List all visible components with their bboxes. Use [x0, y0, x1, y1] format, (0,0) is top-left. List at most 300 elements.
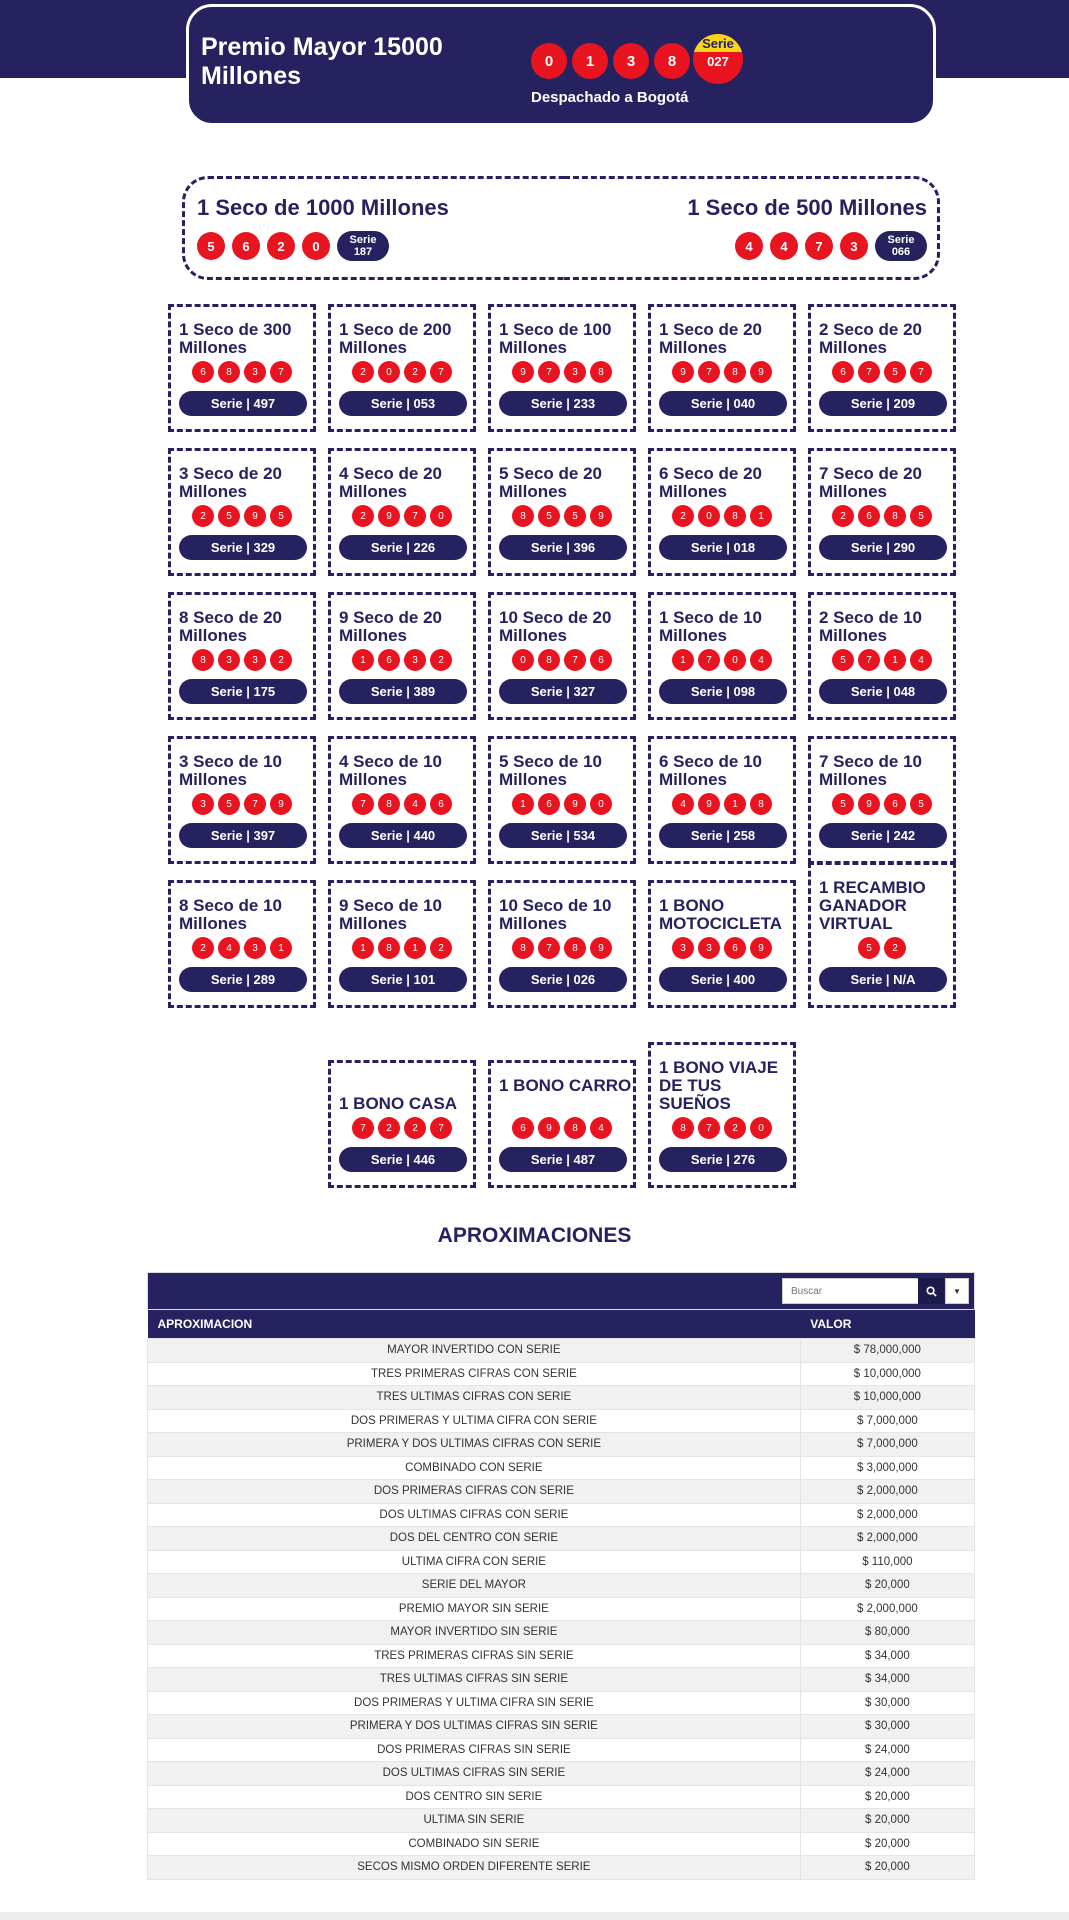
seco-card-numbers: [331, 505, 473, 527]
seco-card-numbers: [491, 361, 633, 383]
serie-pill: Serie | 101: [339, 967, 467, 992]
seco-card: [168, 448, 316, 576]
serie-pill: Serie | 440: [339, 823, 467, 848]
cell-aproximacion: PREMIO MAYOR SIN SERIE: [148, 1597, 801, 1621]
seco-card-numbers: [651, 649, 793, 671]
number-ball: 1: [724, 793, 746, 815]
number-ball: 8: [564, 1117, 586, 1139]
number-ball: 7: [404, 505, 426, 527]
number-ball: 5: [884, 361, 906, 383]
serie-pill: Serie | 209: [819, 391, 947, 416]
cell-aproximacion: PRIMERA Y DOS ULTIMAS CIFRAS CON SERIE: [148, 1433, 801, 1457]
number-ball: 7: [805, 232, 833, 260]
seco-card-title: 1 Seco de 100 Millones: [499, 320, 612, 357]
number-ball: 1: [572, 43, 608, 79]
cell-aproximacion: TRES PRIMERAS CIFRAS SIN SERIE: [148, 1644, 801, 1668]
seco-card-title: 7 Seco de 10 Millones: [819, 752, 923, 789]
number-ball: 6: [538, 793, 560, 815]
number-ball: 9: [750, 937, 772, 959]
table-row: [148, 1550, 975, 1574]
serie-pill: Serie | 534: [499, 823, 627, 848]
cell-valor: $ 20,000: [800, 1856, 974, 1880]
number-ball: 0: [698, 505, 720, 527]
number-ball: 3: [564, 361, 586, 383]
table-toolbar: [147, 1272, 975, 1310]
cell-valor: $ 110,000: [800, 1550, 974, 1574]
cell-valor: $ 80,000: [800, 1621, 974, 1645]
number-ball: 4: [910, 649, 932, 671]
number-ball: 6: [724, 937, 746, 959]
seco-card: [488, 736, 636, 864]
seco-card-title: 1 BONO VIAJE DE TUS SUEÑOS: [659, 1058, 779, 1113]
number-ball: 5: [910, 793, 932, 815]
serie-pill: Serie | 098: [659, 679, 787, 704]
number-ball: 5: [832, 793, 854, 815]
number-ball: 9: [672, 361, 694, 383]
number-ball: 0: [430, 505, 452, 527]
number-ball: 9: [590, 505, 612, 527]
number-ball: 0: [302, 232, 330, 260]
table-row: [148, 1574, 975, 1598]
number-ball: 7: [564, 649, 586, 671]
seco-card-title: 8 Seco de 20 Millones: [179, 608, 283, 645]
seco-card-numbers: [331, 361, 473, 383]
serie-pill: Serie | N/A: [819, 967, 947, 992]
number-ball: 2: [192, 505, 214, 527]
cell-valor: $ 10,000,000: [800, 1386, 974, 1410]
serie-pill: Serie | 487: [499, 1147, 627, 1172]
serie-pill: Serie | 018: [659, 535, 787, 560]
number-ball: 4: [590, 1117, 612, 1139]
seco-numbers: [197, 231, 389, 261]
number-ball: 1: [750, 505, 772, 527]
search-icon: [926, 1286, 937, 1297]
seco-card-numbers: [331, 937, 473, 959]
dropdown-button[interactable]: [945, 1278, 969, 1304]
serie-pill: Serie | 446: [339, 1147, 467, 1172]
seco-card: [808, 862, 956, 1008]
seco-card-numbers: [171, 505, 313, 527]
seco-card-numbers: [331, 793, 473, 815]
serie-label: Serie: [693, 34, 743, 52]
serie-pill: Serie | 233: [499, 391, 627, 416]
seco-card-title: 8 Seco de 10 Millones: [179, 896, 283, 933]
aproximaciones-title: APROXIMACIONES: [437, 1224, 632, 1247]
number-ball: 2: [884, 937, 906, 959]
cell-aproximacion: DOS CENTRO SIN SERIE: [148, 1785, 801, 1809]
cell-valor: $ 20,000: [800, 1809, 974, 1833]
serie-pill: Serie | 026: [499, 967, 627, 992]
seco-card-numbers: [651, 505, 793, 527]
number-ball: 8: [724, 361, 746, 383]
cell-valor: $ 2,000,000: [800, 1597, 974, 1621]
seco-card: [168, 736, 316, 864]
search-input[interactable]: [782, 1278, 920, 1304]
cell-aproximacion: DOS PRIMERAS Y ULTIMA CIFRA CON SERIE: [148, 1409, 801, 1433]
seco-card-numbers: [331, 649, 473, 671]
cell-aproximacion: DOS PRIMERAS Y ULTIMA CIFRA SIN SERIE: [148, 1691, 801, 1715]
seco-card-numbers: [491, 1117, 633, 1139]
number-ball: 8: [218, 361, 240, 383]
serie-pill: Serie | 048: [819, 679, 947, 704]
table-row: [148, 1785, 975, 1809]
number-ball: 7: [698, 361, 720, 383]
number-ball: 9: [564, 793, 586, 815]
number-ball: 8: [512, 505, 534, 527]
number-ball: 4: [770, 232, 798, 260]
number-ball: 8: [378, 937, 400, 959]
number-ball: 7: [910, 361, 932, 383]
seco-card: [488, 1060, 636, 1188]
seco-card-title: 1 Seco de 10 Millones: [659, 608, 763, 645]
cell-aproximacion: MAYOR INVERTIDO CON SERIE: [148, 1339, 801, 1363]
seco-card: [328, 1060, 476, 1188]
number-ball: 3: [244, 937, 266, 959]
cell-aproximacion: DOS ULTIMAS CIFRAS CON SERIE: [148, 1503, 801, 1527]
serie-pill: [875, 231, 927, 261]
seco-card-numbers: [651, 937, 793, 959]
seco-card-title: 1 BONO CASA: [339, 1094, 458, 1113]
number-ball: 8: [192, 649, 214, 671]
seco-card: [328, 736, 476, 864]
seco-card: [168, 592, 316, 720]
number-ball: 2: [832, 505, 854, 527]
number-ball: 4: [672, 793, 694, 815]
number-ball: 2: [270, 649, 292, 671]
number-ball: 5: [218, 505, 240, 527]
cell-valor: $ 3,000,000: [800, 1456, 974, 1480]
number-ball: 9: [244, 505, 266, 527]
serie-pill: [337, 231, 389, 261]
serie-number: 187: [353, 246, 373, 258]
cell-valor: $ 34,000: [800, 1668, 974, 1692]
cell-aproximacion: DOS ULTIMAS CIFRAS SIN SERIE: [148, 1762, 801, 1786]
number-ball: 7: [352, 1117, 374, 1139]
seco-card: [488, 592, 636, 720]
cell-valor: $ 7,000,000: [800, 1409, 974, 1433]
number-ball: 2: [430, 649, 452, 671]
table-row: [148, 1386, 975, 1410]
table-row: [148, 1691, 975, 1715]
number-ball: 4: [218, 937, 240, 959]
seco-card: [648, 448, 796, 576]
seco-card: [648, 592, 796, 720]
table-header-row: [148, 1310, 975, 1339]
seco-card: [488, 304, 636, 432]
premio-mayor-title: Premio Mayor 15000 Millones: [201, 33, 443, 90]
serie-pill: Serie | 289: [179, 967, 307, 992]
number-ball: 4: [404, 793, 426, 815]
seco-card-numbers: [811, 505, 953, 527]
number-ball: 9: [512, 361, 534, 383]
seco-card-title: 1 BONO CARRO: [499, 1076, 632, 1095]
seco-card-title: 2 Seco de 20 Millones: [819, 320, 923, 357]
serie-number: 027: [707, 54, 729, 69]
seco-card-title: 10 Seco de 20 Millones: [499, 608, 612, 645]
number-ball: 5: [218, 793, 240, 815]
table-row: [148, 1409, 975, 1433]
cell-valor: $ 20,000: [800, 1574, 974, 1598]
number-ball: 6: [832, 361, 854, 383]
table-row: [148, 1456, 975, 1480]
seco-title: 1 Seco de 1000 Millones: [197, 195, 449, 220]
number-ball: 7: [270, 361, 292, 383]
seco-card: [328, 592, 476, 720]
search-button[interactable]: [918, 1278, 944, 1304]
cell-aproximacion: ULTIMA CIFRA CON SERIE: [148, 1550, 801, 1574]
number-ball: 1: [352, 937, 374, 959]
seco-1000-card: [182, 176, 564, 280]
seco-card-title: 1 Seco de 20 Millones: [659, 320, 763, 357]
seco-card-numbers: [171, 649, 313, 671]
number-ball: 5: [832, 649, 854, 671]
number-ball: 6: [232, 232, 260, 260]
serie-pill: Serie | 329: [179, 535, 307, 560]
serie-pill: Serie | 396: [499, 535, 627, 560]
serie-pill: Serie | 400: [659, 967, 787, 992]
number-ball: 2: [430, 937, 452, 959]
seco-card: [488, 880, 636, 1008]
cell-valor: $ 34,000: [800, 1644, 974, 1668]
serie-pill: Serie | 276: [659, 1147, 787, 1172]
serie-pill: Serie | 290: [819, 535, 947, 560]
number-ball: 1: [884, 649, 906, 671]
number-ball: 3: [244, 649, 266, 671]
number-ball: 4: [750, 649, 772, 671]
number-ball: 8: [884, 505, 906, 527]
seco-card-numbers: [651, 793, 793, 815]
seco-card-title: 1 BONO MOTOCICLETA: [659, 896, 783, 933]
table-row: [148, 1362, 975, 1386]
table-row: [148, 1762, 975, 1786]
number-ball: 0: [531, 43, 567, 79]
seco-card: [648, 1042, 796, 1188]
number-ball: 8: [672, 1117, 694, 1139]
cell-aproximacion: TRES ULTIMAS CIFRAS CON SERIE: [148, 1386, 801, 1410]
seco-card-title: 1 RECAMBIO GANADOR VIRTUAL: [819, 878, 926, 933]
number-ball: 9: [270, 793, 292, 815]
table-row: [148, 1715, 975, 1739]
serie-number: 066: [891, 246, 911, 258]
cell-aproximacion: COMBINADO SIN SERIE: [148, 1832, 801, 1856]
seco-card-numbers: [491, 793, 633, 815]
cell-valor: $ 20,000: [800, 1832, 974, 1856]
seco-card-numbers: [811, 937, 953, 959]
number-ball: 0: [378, 361, 400, 383]
seco-card: [808, 592, 956, 720]
seco-card-title: 4 Seco de 20 Millones: [339, 464, 443, 501]
seco-card: [808, 736, 956, 864]
number-ball: 2: [724, 1117, 746, 1139]
number-ball: 5: [910, 505, 932, 527]
number-ball: 1: [672, 649, 694, 671]
cell-valor: $ 78,000,000: [800, 1339, 974, 1363]
cell-aproximacion: SECOS MISMO ORDEN DIFERENTE SERIE: [148, 1856, 801, 1880]
number-ball: 1: [352, 649, 374, 671]
horizontal-scrollbar[interactable]: [0, 1912, 1069, 1920]
serie-pill: Serie | 258: [659, 823, 787, 848]
number-ball: 5: [858, 937, 880, 959]
seco-card: [648, 304, 796, 432]
number-ball: 7: [698, 1117, 720, 1139]
cell-aproximacion: DOS DEL CENTRO CON SERIE: [148, 1527, 801, 1551]
number-ball: 6: [378, 649, 400, 671]
seco-card-title: 7 Seco de 20 Millones: [819, 464, 923, 501]
cell-aproximacion: TRES ULTIMAS CIFRAS SIN SERIE: [148, 1668, 801, 1692]
seco-card-numbers: [651, 1117, 793, 1139]
column-header-aproximacion[interactable]: APROXIMACION: [148, 1310, 801, 1339]
cell-valor: $ 2,000,000: [800, 1503, 974, 1527]
number-ball: 5: [538, 505, 560, 527]
seco-card-numbers: [811, 649, 953, 671]
seco-numbers: [735, 231, 927, 261]
seco-card-title: 5 Seco de 10 Millones: [499, 752, 603, 789]
serie-label: Serie: [887, 234, 915, 246]
cell-valor: $ 7,000,000: [800, 1433, 974, 1457]
serie-ball: [693, 34, 743, 84]
cell-valor: $ 2,000,000: [800, 1480, 974, 1504]
serie-pill: Serie | 226: [339, 535, 467, 560]
cell-aproximacion: SERIE DEL MAYOR: [148, 1574, 801, 1598]
table-row: [148, 1644, 975, 1668]
number-ball: 7: [538, 361, 560, 383]
seco-card-title: 1 Seco de 300 Millones: [179, 320, 292, 357]
number-ball: 6: [430, 793, 452, 815]
number-ball: 8: [750, 793, 772, 815]
number-ball: 7: [858, 649, 880, 671]
number-ball: 5: [270, 505, 292, 527]
number-ball: 3: [613, 43, 649, 79]
table-row: [148, 1503, 975, 1527]
number-ball: 0: [750, 1117, 772, 1139]
number-ball: 9: [698, 793, 720, 815]
number-ball: 1: [512, 793, 534, 815]
number-ball: 7: [430, 361, 452, 383]
premio-mayor-card: [186, 4, 936, 126]
number-ball: 9: [590, 937, 612, 959]
seco-card: [808, 448, 956, 576]
table-row: [148, 1668, 975, 1692]
table-row: [148, 1809, 975, 1833]
cell-valor: $ 10,000,000: [800, 1362, 974, 1386]
table-row: [148, 1832, 975, 1856]
column-header-valor[interactable]: VALOR: [800, 1310, 974, 1339]
number-ball: 7: [538, 937, 560, 959]
cell-aproximacion: COMBINADO CON SERIE: [148, 1456, 801, 1480]
number-ball: 3: [840, 232, 868, 260]
number-ball: 8: [512, 937, 534, 959]
number-ball: 3: [404, 649, 426, 671]
seco-card-title: 3 Seco de 20 Millones: [179, 464, 283, 501]
number-ball: 9: [538, 1117, 560, 1139]
number-ball: 7: [858, 361, 880, 383]
serie-pill: Serie | 397: [179, 823, 307, 848]
cell-valor: $ 30,000: [800, 1715, 974, 1739]
serie-pill: Serie | 040: [659, 391, 787, 416]
seco-card-numbers: [811, 793, 953, 815]
number-ball: 3: [218, 649, 240, 671]
number-ball: 2: [404, 1117, 426, 1139]
number-ball: 9: [858, 793, 880, 815]
cell-aproximacion: TRES PRIMERAS CIFRAS CON SERIE: [148, 1362, 801, 1386]
number-ball: 8: [654, 43, 690, 79]
number-ball: 0: [590, 793, 612, 815]
number-ball: 2: [672, 505, 694, 527]
seco-card-numbers: [171, 793, 313, 815]
serie-pill: Serie | 242: [819, 823, 947, 848]
seco-card-numbers: [491, 505, 633, 527]
number-ball: 2: [352, 505, 374, 527]
number-ball: 9: [750, 361, 772, 383]
number-ball: 8: [724, 505, 746, 527]
table-row: [148, 1480, 975, 1504]
cell-aproximacion: MAYOR INVERTIDO SIN SERIE: [148, 1621, 801, 1645]
seco-card-title: 5 Seco de 20 Millones: [499, 464, 603, 501]
number-ball: 6: [858, 505, 880, 527]
table-row: [148, 1433, 975, 1457]
seco-card-title: 2 Seco de 10 Millones: [819, 608, 923, 645]
number-ball: 8: [590, 361, 612, 383]
number-ball: 1: [404, 937, 426, 959]
number-ball: 6: [512, 1117, 534, 1139]
cell-aproximacion: ULTIMA SIN SERIE: [148, 1809, 801, 1833]
number-ball: 3: [192, 793, 214, 815]
table-row: [148, 1738, 975, 1762]
number-ball: 6: [590, 649, 612, 671]
seco-card-title: 9 Seco de 20 Millones: [339, 608, 443, 645]
cell-valor: $ 20,000: [800, 1785, 974, 1809]
number-ball: 1: [270, 937, 292, 959]
number-ball: 8: [538, 649, 560, 671]
number-ball: 2: [378, 1117, 400, 1139]
seco-card: [168, 304, 316, 432]
number-ball: 7: [244, 793, 266, 815]
number-ball: 0: [724, 649, 746, 671]
number-ball: 7: [352, 793, 374, 815]
seco-card-title: 6 Seco de 10 Millones: [659, 752, 763, 789]
serie-pill: Serie | 053: [339, 391, 467, 416]
cell-aproximacion: DOS PRIMERAS CIFRAS CON SERIE: [148, 1480, 801, 1504]
number-ball: 3: [698, 937, 720, 959]
despacho-text: Despachado a Bogotá: [531, 89, 689, 106]
number-ball: 2: [404, 361, 426, 383]
seco-card-title: 4 Seco de 10 Millones: [339, 752, 443, 789]
table-row: [148, 1527, 975, 1551]
table-row: [148, 1856, 975, 1880]
cell-aproximacion: DOS PRIMERAS CIFRAS SIN SERIE: [148, 1738, 801, 1762]
seco-card-numbers: [491, 649, 633, 671]
number-ball: 5: [197, 232, 225, 260]
table-row: [148, 1339, 975, 1363]
serie-label: Serie: [349, 234, 377, 246]
seco-card: [328, 304, 476, 432]
cell-valor: $ 24,000: [800, 1738, 974, 1762]
seco-card-numbers: [811, 361, 953, 383]
seco-card-numbers: [171, 361, 313, 383]
seco-card-title: 6 Seco de 20 Millones: [659, 464, 763, 501]
number-ball: 7: [698, 649, 720, 671]
seco-card: [808, 304, 956, 432]
aproximaciones-table: [147, 1310, 975, 1880]
number-ball: 9: [378, 505, 400, 527]
seco-card: [328, 880, 476, 1008]
seco-card-title: 9 Seco de 10 Millones: [339, 896, 443, 933]
number-ball: 8: [564, 937, 586, 959]
number-ball: 2: [192, 937, 214, 959]
seco-card: [648, 880, 796, 1008]
cell-valor: $ 30,000: [800, 1691, 974, 1715]
seco-title: 1 Seco de 500 Millones: [687, 195, 927, 220]
